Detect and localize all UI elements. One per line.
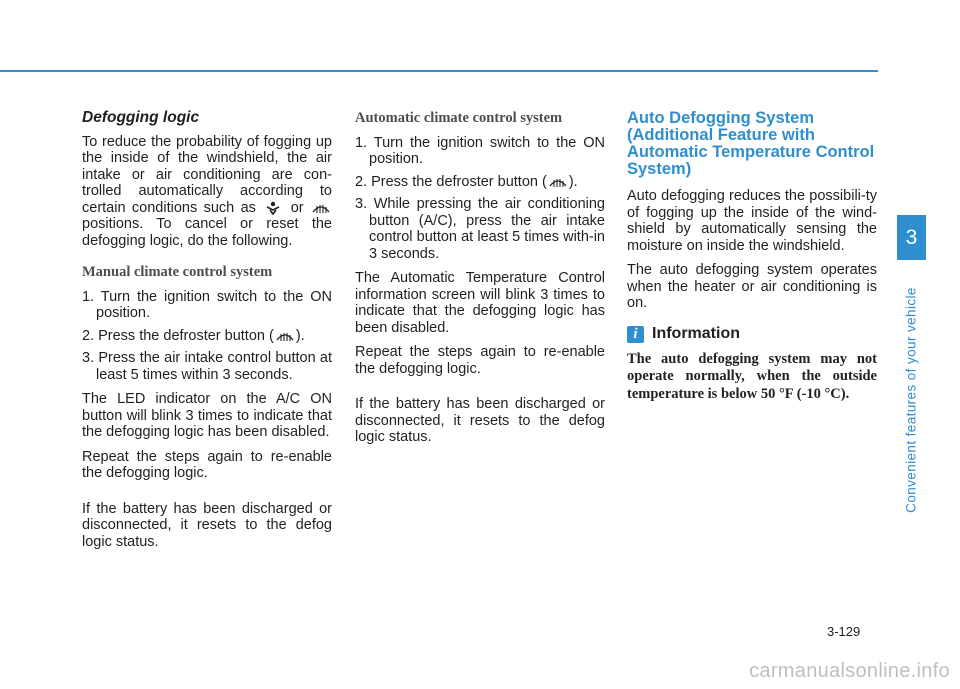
defrost-icon: [549, 175, 567, 189]
list-item: 1. Turn the ignition switch to the ON position.: [82, 288, 332, 321]
subheading-manual-climate: Manual climate control system: [82, 264, 273, 280]
header-rule: [0, 70, 878, 72]
paragraph: The auto defogging system operates when the heater or air conditioning is on.: [627, 262, 877, 311]
subheading-automatic-climate: Automatic climate control system: [355, 110, 563, 126]
paragraph: Repeat the steps again to re-enable the defogging logic.: [355, 344, 605, 377]
information-header: [627, 326, 877, 343]
chapter-tab: 3: [897, 215, 926, 260]
step-text: ).: [295, 327, 305, 344]
section-heading-auto-defogging: Auto Defogging System (Additional Feature with Automatic Temperature Control System): [627, 109, 875, 178]
list-item: [355, 174, 605, 191]
information-title: Information: [652, 324, 740, 342]
section-heading-defogging-logic: Defogging logic: [82, 109, 200, 126]
paragraph: The Automatic Temperature Control information screen will blink 3 times to indicate that the defogging logic has been disabled.: [355, 270, 605, 336]
step-text: 2. Press the defroster button (: [355, 173, 547, 190]
step-text: ).: [568, 173, 578, 190]
step-text: 2. Press the defroster button (: [82, 327, 274, 344]
intro-text-b: positions. To cancel or reset the defogging logic, do the following.: [82, 216, 332, 249]
intro-paragraph: [82, 134, 332, 250]
list-item: 3. While pressing the air conditioning button (A/C), press the air intake control button at least 5 times with-in 3 seconds.: [355, 196, 605, 262]
manual-steps-list: [82, 289, 332, 384]
list-item: 3. Press the air intake control button at least 5 times within 3 seconds.: [82, 350, 332, 383]
list-item: [82, 328, 332, 345]
list-item: 1. Turn the ignition switch to the ON position.: [355, 134, 605, 167]
paragraph: If the battery has been discharged or disconnected, it resets to the defog logic status.: [355, 396, 605, 445]
intro-or: or: [290, 199, 304, 216]
paragraph: If the battery has been discharged or disconnected, it resets to the defog logic status.: [82, 500, 332, 550]
paragraph: Auto defogging reduces the possibili-ty of fogging up the inside of the wind-shield by automatically sensing the moisture on inside the windshield.: [627, 188, 877, 254]
page-number: 3-129: [827, 624, 861, 639]
defrost-icon: [312, 201, 330, 215]
defrost-icon: [276, 329, 294, 343]
watermark: carmanualsonline.info: [749, 660, 950, 682]
chapter-title: Convenient features of your vehicle: [903, 287, 919, 513]
info-icon: i: [627, 326, 644, 343]
information-note: The auto defogging system may not operate normally, when the outside temperature is below 50 °F (-10 °C).: [627, 350, 877, 402]
paragraph: Repeat the steps again to re-enable the defogging logic.: [82, 448, 332, 481]
column-automatic-climate: [355, 110, 605, 454]
column-defogging-logic: [82, 110, 332, 558]
column-auto-defogging: [627, 110, 877, 411]
automatic-steps-list: [355, 135, 605, 263]
paragraph: The LED indicator on the A/C ON button will blink 3 times to indicate that the defogging logic has been disabled.: [82, 391, 332, 440]
intro-text-a: To reduce the probability of fogging up the inside of the windshield, the air intake or air conditioning are con-trolled automatically according to certain conditions such as: [82, 133, 332, 216]
floor-defrost-mode-icon: [264, 201, 282, 215]
